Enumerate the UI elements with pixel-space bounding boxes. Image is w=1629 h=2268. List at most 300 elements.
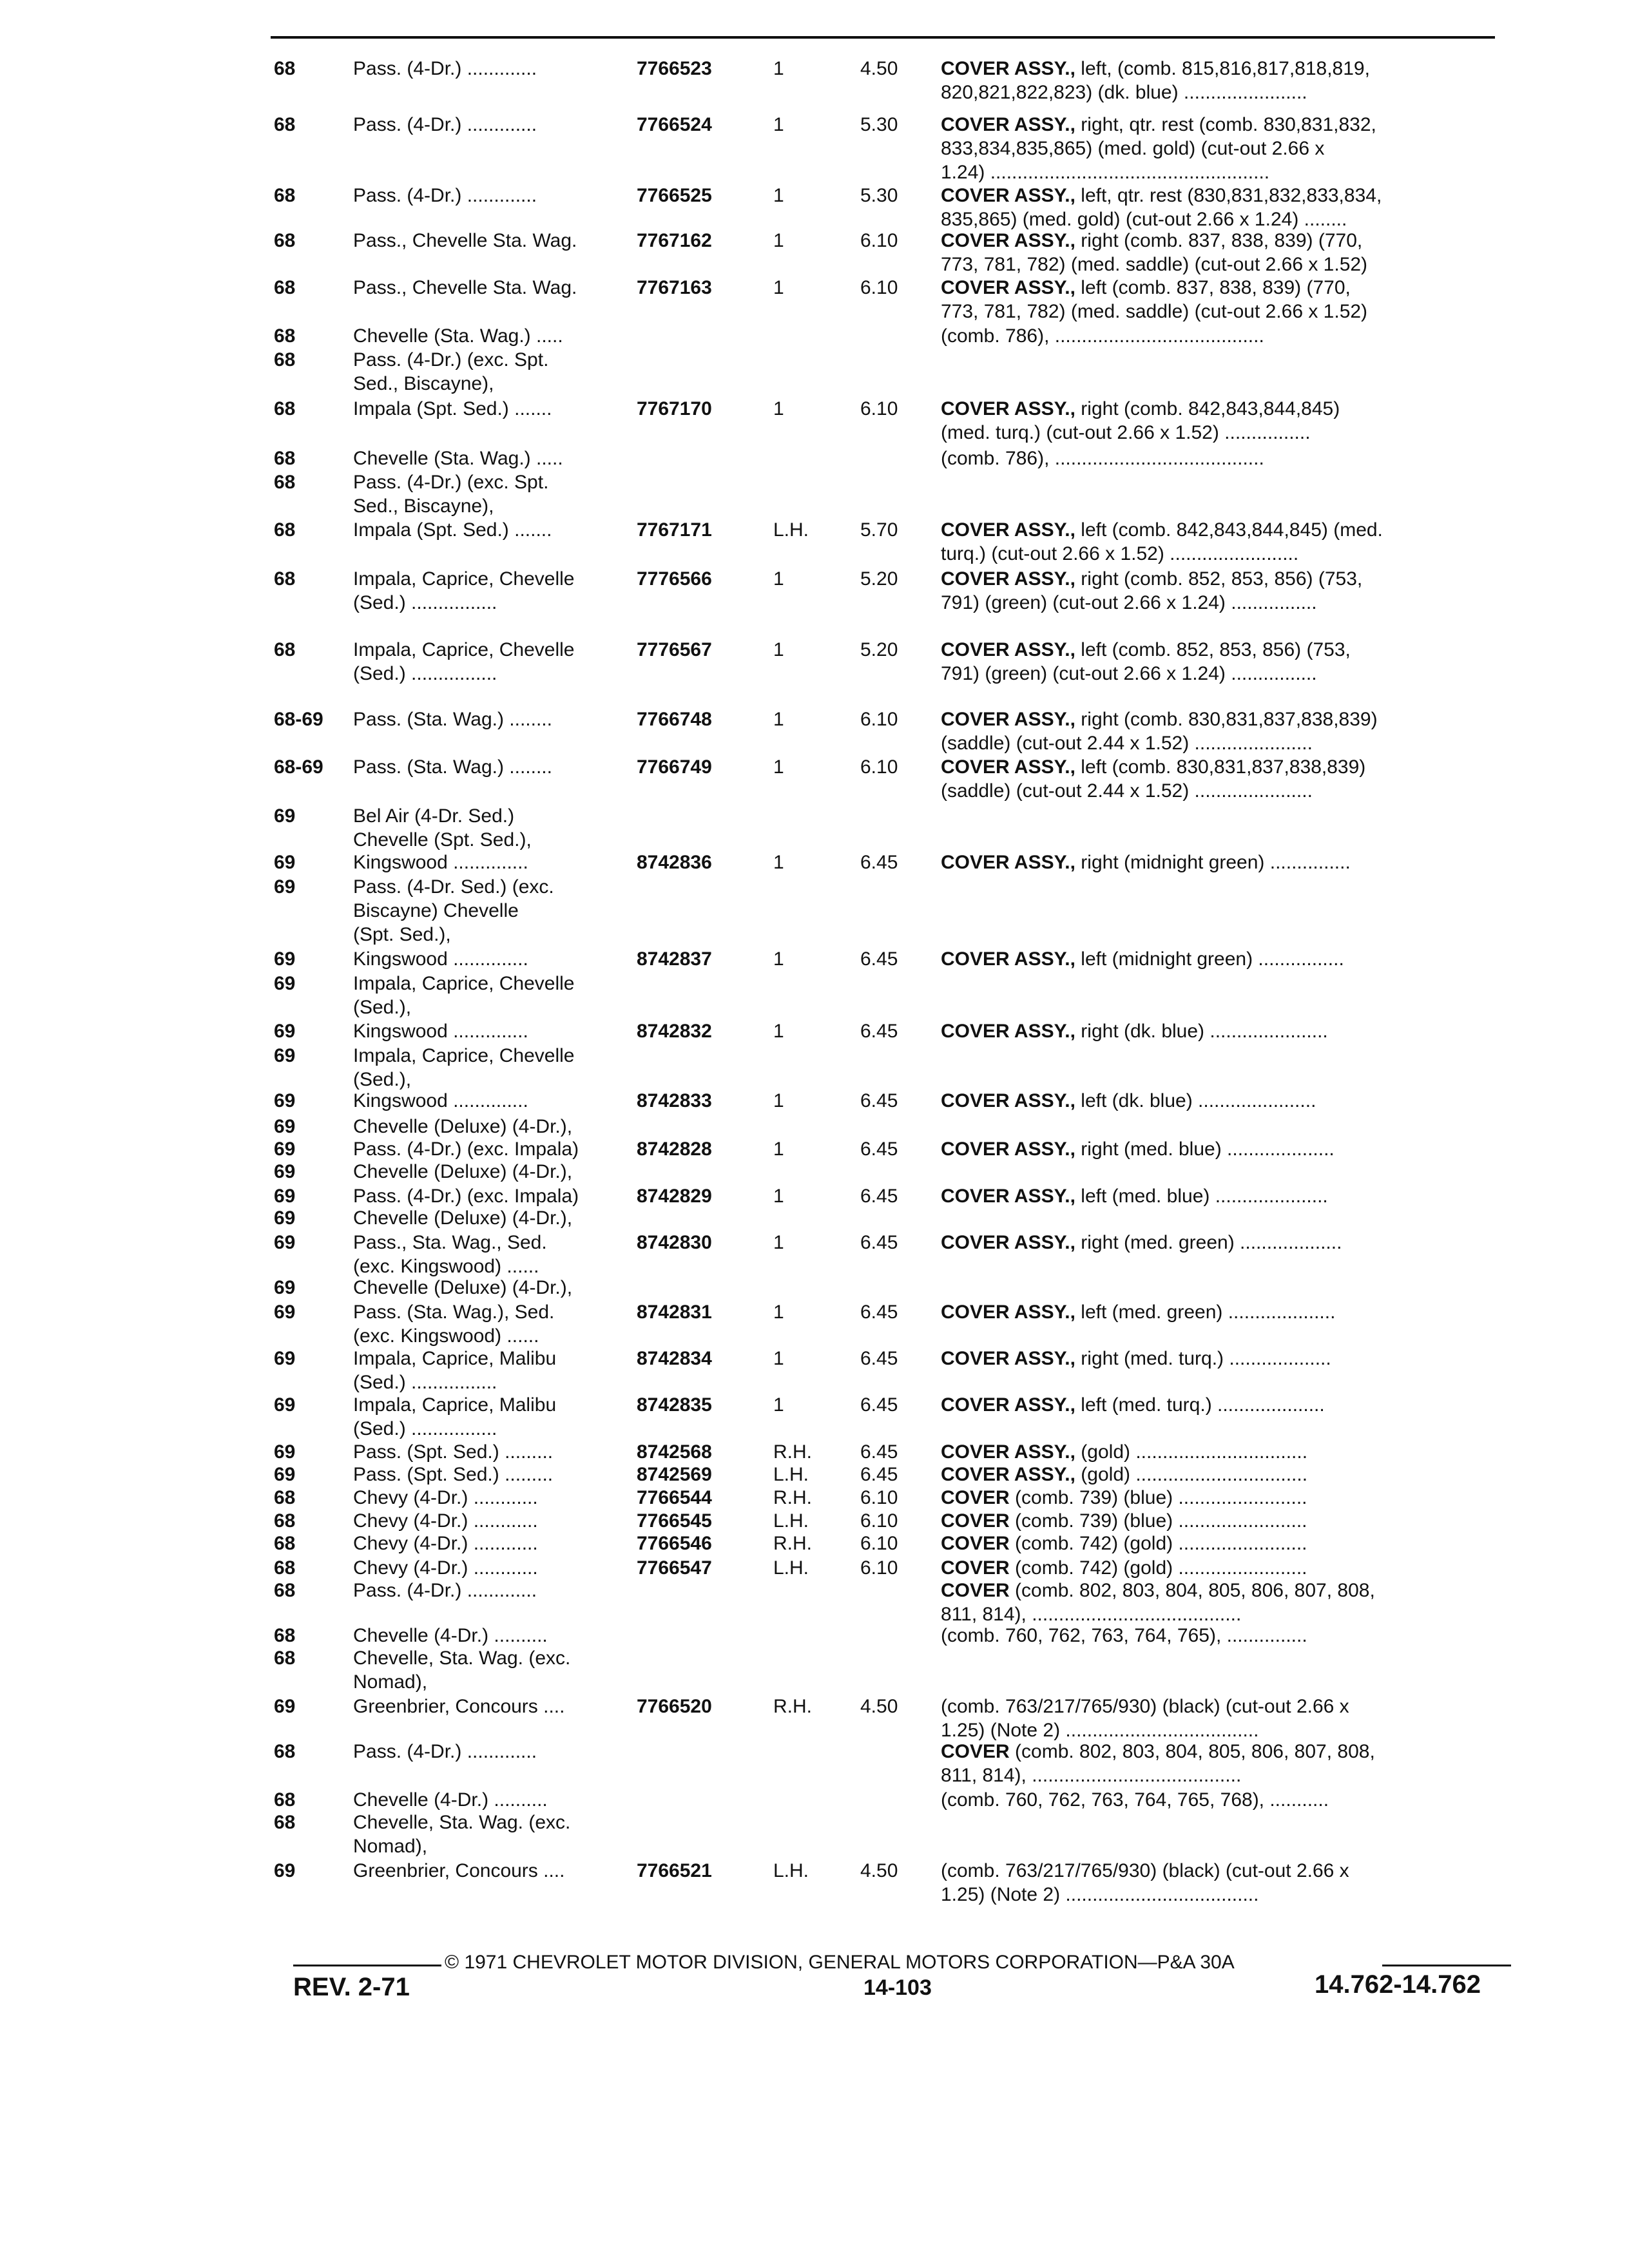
price: 6.10 [860, 230, 898, 251]
part-details: right (comb. 852, 853, 856) (753, 791) (green) (cut-out 2.66 x 1.24) ................ [941, 568, 1363, 613]
part-name: COVER [941, 1741, 1010, 1762]
model-year: 68 [274, 568, 296, 590]
price: 6.10 [860, 277, 898, 298]
quantity: 1 [773, 639, 784, 660]
table-row [0, 1695, 1629, 1742]
part-name: COVER ASSY., [941, 1394, 1075, 1416]
part-description [941, 1486, 1508, 1510]
quantity: 1 [773, 756, 784, 778]
part-name: COVER [941, 1533, 1010, 1554]
part-description [941, 1440, 1508, 1464]
part-details: (comb. 786), ....................................... [941, 325, 1264, 347]
part-name: COVER ASSY., [941, 756, 1075, 778]
part-details: left (med. green) .................... [1075, 1302, 1336, 1323]
part-number: 8742828 [637, 1139, 712, 1160]
part-description [941, 1788, 1508, 1812]
model-description: Pass. (4-Dr. Sed.) (exc. Biscayne) Chevelle (Spt. Sed.), [353, 876, 554, 945]
model-description: Chevelle (Deluxe) (4-Dr.), [353, 1116, 573, 1137]
model-year: 69 [274, 876, 296, 898]
part-details: left (comb. 842,843,844,845) (med. turq.) (cut-out 2.66 x 1.52) ........................ [941, 519, 1383, 564]
quantity: 1 [773, 948, 784, 970]
price: 4.50 [860, 1696, 898, 1717]
table-row [0, 348, 1629, 396]
quantity: 1 [773, 230, 784, 251]
price: 6.10 [860, 1557, 898, 1579]
model-description: Chevelle (Deluxe) (4-Dr.), [353, 1161, 573, 1182]
model-year: 68 [274, 230, 296, 251]
part-name: COVER ASSY., [941, 1186, 1075, 1207]
part-details: right (midnight green) ............... [1075, 852, 1351, 873]
part-description [941, 113, 1508, 184]
part-details: right (med. turq.) ................... [1075, 1348, 1331, 1369]
part-details: left (comb. 830,831,837,838,839) (saddle) (cut-out 2.44 x 1.52) ...................... [941, 756, 1366, 802]
model-description: Pass. (Spt. Sed.) ......... [353, 1441, 554, 1463]
part-description [941, 1624, 1508, 1648]
price: 5.20 [860, 568, 898, 590]
part-details: (comb. 742) (gold) ........................ [1009, 1557, 1307, 1579]
model-description: Pass. (4-Dr.) ............. [353, 114, 537, 135]
part-name: COVER ASSY., [941, 114, 1075, 135]
part-details: right, qtr. rest (comb. 830,831,832, 833,834,835,865) (med. gold) (cut-out 2.66 x 1.24) .................................................... [941, 114, 1376, 183]
model-description: Impala, Caprice, Chevelle (Sed.) ................ [353, 568, 575, 613]
model-year: 68 [274, 1510, 296, 1532]
model-description: Pass. (4-Dr.) (exc. Spt. Sed., Biscayne), [353, 472, 549, 517]
part-description [941, 57, 1508, 104]
quantity: 1 [773, 398, 784, 419]
table-row [0, 1579, 1629, 1626]
part-description [941, 755, 1508, 803]
part-number: 7766545 [637, 1510, 712, 1532]
model-description: Chevelle (Deluxe) (4-Dr.), [353, 1207, 573, 1229]
part-details: (comb. 802, 803, 804, 805, 806, 807, 808, 811, 814), ....................................... [941, 1741, 1375, 1786]
quantity: L.H. [773, 1510, 809, 1532]
part-description [941, 638, 1508, 686]
part-details: (comb. 763/217/765/930) (black) (cut-out 2.66 x 1.25) (Note 2) .................................... [941, 1696, 1349, 1741]
part-name: COVER [941, 1580, 1010, 1601]
part-details: (comb. 760, 762, 763, 764, 765), ............... [941, 1625, 1307, 1646]
quantity: R.H. [773, 1441, 812, 1463]
part-description [941, 1532, 1508, 1555]
model-year: 69 [274, 973, 296, 994]
part-name: COVER [941, 1557, 1010, 1579]
page-number: 14-103 [863, 1975, 932, 2000]
part-details: left (comb. 837, 838, 839) (770, 773, 781, 782) (med. saddle) (cut-out 2.66 x 1.52) [941, 277, 1368, 322]
part-details: (comb. 760, 762, 763, 764, 765, 768), ........... [941, 1789, 1329, 1811]
table-row [0, 1740, 1629, 1787]
price: 6.45 [860, 1464, 898, 1485]
quantity: L.H. [773, 1557, 809, 1579]
part-description [941, 1019, 1508, 1043]
part-description [941, 397, 1508, 445]
model-year: 69 [274, 1277, 296, 1298]
table-row [0, 57, 1629, 104]
price: 6.45 [860, 1441, 898, 1463]
model-description: Chevy (4-Dr.) ............ [353, 1510, 538, 1532]
model-description: Impala, Caprice, Chevelle (Sed.), [353, 973, 575, 1018]
model-description: Pass., Chevelle Sta. Wag. [353, 230, 577, 251]
model-description: Pass. (4-Dr.) (exc. Impala) [353, 1186, 579, 1207]
table-row [0, 638, 1629, 686]
part-details: left, (comb. 815,816,817,818,819, 820,821,822,823) (dk. blue) ....................... [941, 58, 1370, 103]
model-year: 69 [274, 1394, 296, 1416]
part-name: COVER ASSY., [941, 398, 1075, 419]
table-row [0, 1646, 1629, 1694]
part-name: COVER ASSY., [941, 1021, 1075, 1042]
part-details: left (dk. blue) ...................... [1075, 1090, 1316, 1111]
quantity: 1 [773, 709, 784, 730]
model-year: 69 [274, 852, 296, 873]
price: 6.45 [860, 1232, 898, 1253]
model-description: Chevelle, Sta. Wag. (exc. Nomad), [353, 1812, 571, 1857]
part-number: 7766524 [637, 114, 712, 135]
part-name: COVER ASSY., [941, 1139, 1075, 1160]
model-description: Pass., Chevelle Sta. Wag. [353, 277, 577, 298]
model-description: Kingswood .............. [353, 1090, 528, 1111]
model-description: Impala (Spt. Sed.) ....... [353, 398, 552, 419]
part-name: COVER ASSY., [941, 852, 1075, 873]
price: 6.10 [860, 398, 898, 419]
model-year: 68 [274, 277, 296, 298]
part-name: COVER ASSY., [941, 58, 1075, 79]
part-number: 8742568 [637, 1441, 712, 1463]
part-name: COVER ASSY., [941, 277, 1075, 298]
part-name: COVER ASSY., [941, 948, 1075, 970]
part-details: (comb. 763/217/765/930) (black) (cut-out 2.66 x 1.25) (Note 2) .................................... [941, 1860, 1349, 1905]
model-description: Chevelle (Deluxe) (4-Dr.), [353, 1277, 573, 1298]
table-row [0, 397, 1629, 445]
table-row [0, 184, 1629, 231]
model-year: 68 [274, 519, 296, 541]
part-number: 7776566 [637, 568, 712, 590]
part-details: (comb. 786), ....................................... [941, 448, 1264, 469]
part-name: COVER ASSY., [941, 1441, 1075, 1463]
price: 5.30 [860, 185, 898, 206]
part-description [941, 1231, 1508, 1254]
price: 6.45 [860, 1186, 898, 1207]
price: 6.45 [860, 948, 898, 970]
model-year: 68 [274, 639, 296, 660]
price: 6.10 [860, 756, 898, 778]
model-description: Pass., Sta. Wag., Sed. (exc. Kingswood) ...... [353, 1232, 547, 1277]
part-description [941, 947, 1508, 971]
part-number: 8742831 [637, 1302, 712, 1323]
model-year: 68 [274, 448, 296, 469]
model-description: Chevelle, Sta. Wag. (exc. Nomad), [353, 1648, 571, 1693]
part-name: COVER ASSY., [941, 230, 1075, 251]
part-description [941, 518, 1508, 566]
price: 6.45 [860, 1394, 898, 1416]
quantity: 1 [773, 1186, 784, 1207]
part-description [941, 850, 1508, 874]
model-description: Kingswood .............. [353, 852, 528, 873]
table-row [0, 518, 1629, 566]
model-description: Chevy (4-Dr.) ............ [353, 1487, 538, 1508]
price: 4.50 [860, 1860, 898, 1881]
quantity: L.H. [773, 519, 809, 541]
quantity: R.H. [773, 1533, 812, 1554]
model-year: 68 [274, 472, 296, 493]
model-year: 68 [274, 58, 296, 79]
quantity: 1 [773, 1232, 784, 1253]
quantity: 1 [773, 114, 784, 135]
part-description [941, 1509, 1508, 1533]
part-name: COVER ASSY., [941, 568, 1075, 590]
price: 6.10 [860, 1533, 898, 1554]
part-number: 8742569 [637, 1464, 712, 1485]
part-number: 7767171 [637, 519, 712, 541]
model-description: Pass. (4-Dr.) ............. [353, 58, 537, 79]
part-description [941, 276, 1508, 323]
part-description [941, 1089, 1508, 1113]
quantity: 1 [773, 277, 784, 298]
quantity: 1 [773, 1021, 784, 1042]
quantity: 1 [773, 1090, 784, 1111]
table-row [0, 755, 1629, 803]
model-description: Greenbrier, Concours .... [353, 1696, 565, 1717]
model-year: 68-69 [274, 709, 323, 730]
model-description: Chevelle (4-Dr.) .......... [353, 1625, 548, 1646]
part-name: COVER ASSY., [941, 185, 1075, 206]
quantity: 1 [773, 185, 784, 206]
model-description: Chevelle (Sta. Wag.) ..... [353, 448, 563, 469]
table-row [0, 707, 1629, 755]
table-row [0, 804, 1629, 852]
part-number: 8742832 [637, 1021, 712, 1042]
model-year: 69 [274, 948, 296, 970]
price: 5.20 [860, 639, 898, 660]
quantity: 1 [773, 1348, 784, 1369]
part-details: left (comb. 852, 853, 856) (753, 791) (green) (cut-out 2.66 x 1.24) ................ [941, 639, 1351, 684]
model-description: Chevy (4-Dr.) ............ [353, 1557, 538, 1579]
part-description [941, 1695, 1508, 1742]
part-number: 7776567 [637, 639, 712, 660]
part-number: 7766523 [637, 58, 712, 79]
model-year: 69 [274, 1232, 296, 1253]
table-row [0, 1231, 1629, 1278]
part-details: right (dk. blue) ...................... [1075, 1021, 1328, 1042]
part-number: 8742837 [637, 948, 712, 970]
table-row [0, 229, 1629, 276]
quantity: 1 [773, 58, 784, 79]
part-details: left (med. turq.) .................... [1075, 1394, 1325, 1416]
part-number: 7767162 [637, 230, 712, 251]
table-row [0, 470, 1629, 518]
model-description: Impala, Caprice, Malibu (Sed.) ................ [353, 1394, 557, 1439]
model-description: Pass. (4-Dr.) ............. [353, 1741, 537, 1762]
part-number: 8742836 [637, 852, 712, 873]
part-number: 7766520 [637, 1696, 712, 1717]
part-details: right (comb. 842,843,844,845) (med. turq.) (cut-out 2.66 x 1.52) ................ [941, 398, 1340, 443]
model-year: 69 [274, 1186, 296, 1207]
model-year: 69 [274, 1090, 296, 1111]
quantity: 1 [773, 1302, 784, 1323]
part-name: COVER [941, 1510, 1010, 1532]
part-description [941, 1393, 1508, 1417]
model-year: 68 [274, 325, 296, 347]
price: 5.70 [860, 519, 898, 541]
part-name: COVER ASSY., [941, 1302, 1075, 1323]
part-number: 8742834 [637, 1348, 712, 1369]
part-number: 8742833 [637, 1090, 712, 1111]
model-year: 69 [274, 1045, 296, 1066]
model-description: Kingswood .............. [353, 948, 528, 970]
model-description: Pass. (Sta. Wag.) ........ [353, 709, 552, 730]
price: 6.10 [860, 1487, 898, 1508]
model-year: 68 [274, 1487, 296, 1508]
footer-rule-right [1382, 1965, 1511, 1966]
part-details: left (midnight green) ................ [1075, 948, 1344, 970]
model-description: Impala (Spt. Sed.) ....... [353, 519, 552, 541]
model-year: 68 [274, 1533, 296, 1554]
model-year: 69 [274, 1116, 296, 1137]
price: 6.10 [860, 1510, 898, 1532]
part-description [941, 229, 1508, 276]
table-row [0, 875, 1629, 945]
part-name: COVER ASSY., [941, 1090, 1075, 1111]
model-year: 69 [274, 1860, 296, 1881]
part-number: 8742830 [637, 1232, 712, 1253]
model-year: 68 [274, 1789, 296, 1811]
model-year: 68 [274, 1557, 296, 1579]
model-year: 68 [274, 398, 296, 419]
part-description [941, 567, 1508, 615]
model-description: Pass. (Sta. Wag.), Sed. (exc. Kingswood) ...... [353, 1302, 555, 1347]
part-description [941, 324, 1508, 348]
model-year: 68 [274, 1648, 296, 1669]
quantity: L.H. [773, 1464, 809, 1485]
model-year: 69 [274, 1348, 296, 1369]
price: 6.45 [860, 852, 898, 873]
model-description: Pass. (4-Dr.) (exc. Impala) [353, 1139, 579, 1160]
part-details: right (med. blue) .................... [1075, 1139, 1335, 1160]
quantity: R.H. [773, 1696, 812, 1717]
part-details: (gold) ................................ [1075, 1441, 1308, 1463]
model-year: 68 [274, 1812, 296, 1833]
model-year: 68 [274, 1580, 296, 1601]
model-description: Impala, Caprice, Chevelle (Sed.) ................ [353, 639, 575, 684]
part-name: COVER ASSY., [941, 1464, 1075, 1485]
price: 6.45 [860, 1090, 898, 1111]
quantity: L.H. [773, 1860, 809, 1881]
footer-rule-left [293, 1965, 441, 1966]
model-year: 68 [274, 185, 296, 206]
part-number: 7766521 [637, 1860, 712, 1881]
table-row [0, 1044, 1629, 1091]
part-number: 8742829 [637, 1186, 712, 1207]
model-year: 68-69 [274, 756, 323, 778]
table-row [0, 1347, 1629, 1394]
part-details: (gold) ................................ [1075, 1464, 1308, 1485]
model-description: Chevelle (Sta. Wag.) ..... [353, 325, 563, 347]
part-details: (comb. 802, 803, 804, 805, 806, 807, 808, 811, 814), ....................................... [941, 1580, 1375, 1625]
model-description: Impala, Caprice, Malibu (Sed.) ................ [353, 1348, 557, 1393]
price: 4.50 [860, 58, 898, 79]
model-year: 69 [274, 1464, 296, 1485]
model-year: 69 [274, 1696, 296, 1717]
part-name: COVER ASSY., [941, 519, 1075, 541]
model-description: Impala, Caprice, Chevelle (Sed.), [353, 1045, 575, 1090]
model-year: 69 [274, 1139, 296, 1160]
model-description: Pass. (4-Dr.) ............. [353, 185, 537, 206]
model-description: Chevy (4-Dr.) ............ [353, 1533, 538, 1554]
table-row [0, 1300, 1629, 1348]
part-description [941, 1300, 1508, 1324]
table-row [0, 1811, 1629, 1858]
part-details: left (med. blue) ..................... [1075, 1186, 1328, 1207]
part-description [941, 1579, 1508, 1626]
part-details: (comb. 742) (gold) ........................ [1009, 1533, 1307, 1554]
price: 6.45 [860, 1348, 898, 1369]
model-year: 69 [274, 1161, 296, 1182]
model-description: Chevelle (4-Dr.) .......... [353, 1789, 548, 1811]
model-description: Pass. (Spt. Sed.) ......... [353, 1464, 554, 1485]
part-details: right (comb. 830,831,837,838,839) (saddle) (cut-out 2.44 x 1.52) ...................... [941, 709, 1378, 754]
model-year: 68 [274, 114, 296, 135]
quantity: 1 [773, 852, 784, 873]
part-description [941, 447, 1508, 470]
part-name: COVER ASSY., [941, 709, 1075, 730]
part-description [941, 1740, 1508, 1787]
part-number: 7766546 [637, 1533, 712, 1554]
part-name: COVER ASSY., [941, 639, 1075, 660]
part-description [941, 1859, 1508, 1907]
part-details: left, qtr. rest (830,831,832,833,834, 835,865) (med. gold) (cut-out 2.66 x 1.24) ........ [941, 185, 1382, 230]
price: 6.45 [860, 1021, 898, 1042]
part-description [941, 707, 1508, 755]
quantity: 1 [773, 568, 784, 590]
model-description: Pass. (4-Dr.) ............. [353, 1580, 537, 1601]
part-number: 7766748 [637, 709, 712, 730]
price: 5.30 [860, 114, 898, 135]
model-description: Pass. (Sta. Wag.) ........ [353, 756, 552, 778]
model-year: 68 [274, 349, 296, 370]
part-number: 7766749 [637, 756, 712, 778]
price: 6.45 [860, 1302, 898, 1323]
part-number: 7766525 [637, 185, 712, 206]
part-description [941, 1184, 1508, 1208]
part-number: 7766544 [637, 1487, 712, 1508]
part-number: 7767163 [637, 277, 712, 298]
group-number: 14.762-14.762 [1315, 1970, 1481, 1999]
part-number: 8742835 [637, 1394, 712, 1416]
model-description: Greenbrier, Concours .... [353, 1860, 565, 1881]
part-description [941, 1556, 1508, 1580]
quantity: 1 [773, 1394, 784, 1416]
part-details: right (med. green) ................... [1075, 1232, 1342, 1253]
part-details: right (comb. 837, 838, 839) (770, 773, 781, 782) (med. saddle) (cut-out 2.66 x 1.52) [941, 230, 1368, 275]
price: 6.45 [860, 1139, 898, 1160]
model-year: 69 [274, 1207, 296, 1229]
copyright-notice: © 1971 CHEVROLET MOTOR DIVISION, GENERAL MOTORS CORPORATION—P&A 30A [445, 1952, 1235, 1973]
table-row [0, 1393, 1629, 1441]
quantity: R.H. [773, 1487, 812, 1508]
model-description: Pass. (4-Dr.) (exc. Spt. Sed., Biscayne), [353, 349, 549, 394]
model-description: Bel Air (4-Dr. Sed.) Chevelle (Spt. Sed.), [353, 805, 532, 850]
model-year: 69 [274, 1441, 296, 1463]
table-row [0, 1859, 1629, 1907]
revision-label: REV. 2-71 [293, 1973, 410, 2001]
price: 6.10 [860, 709, 898, 730]
model-description: Kingswood .............. [353, 1021, 528, 1042]
part-description [941, 1347, 1508, 1370]
part-description [941, 1137, 1508, 1161]
part-name: COVER ASSY., [941, 1232, 1075, 1253]
table-row [0, 276, 1629, 323]
part-description [941, 1463, 1508, 1486]
part-details: (comb. 739) (blue) ........................ [1009, 1510, 1307, 1532]
part-name: COVER [941, 1487, 1010, 1508]
model-year: 69 [274, 805, 296, 827]
